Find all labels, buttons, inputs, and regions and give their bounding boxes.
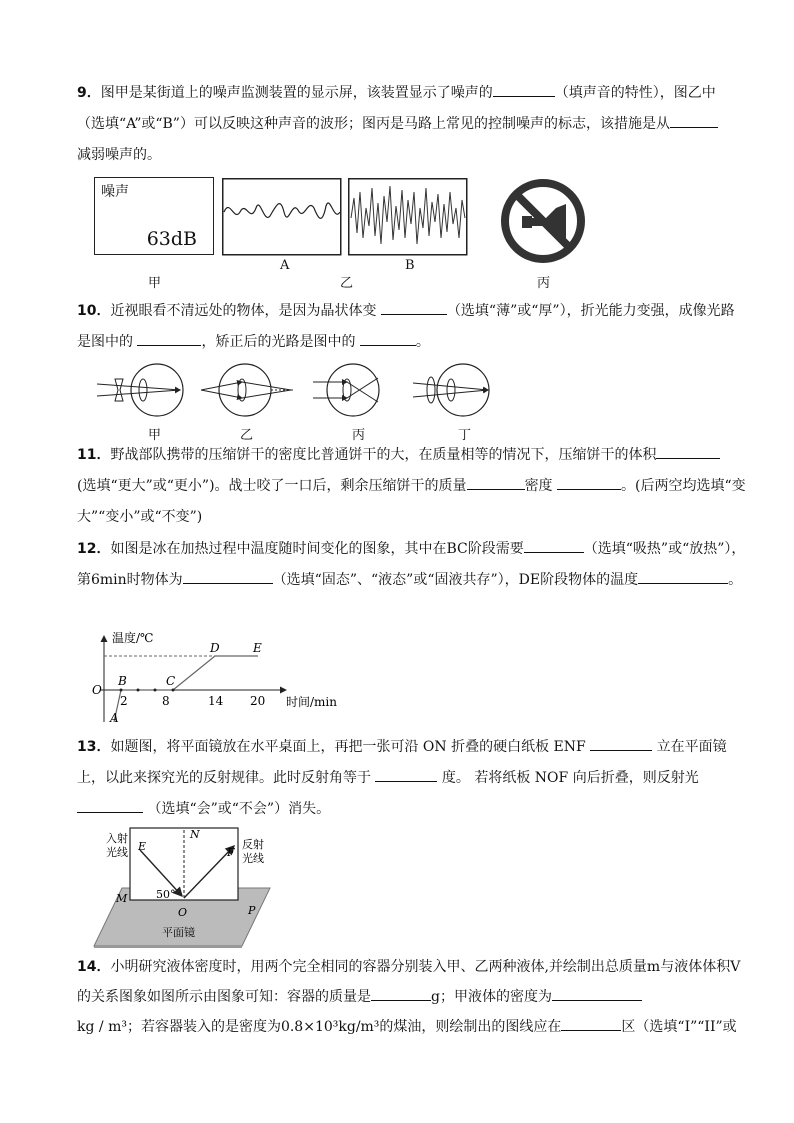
eye-diagram-yi — [201, 364, 295, 416]
question-number: 13． — [77, 739, 111, 755]
letter-n: N — [190, 828, 200, 841]
question-text: 。 — [728, 572, 743, 588]
question-9 — [77, 78, 747, 171]
question-text: 野战部队携带的压缩饼干的密度比普通饼干的大，在质量相等的情况下，压缩饼干的体积 — [110, 447, 657, 463]
question-text: （选填“吸热”或“放热”），第6min时物体为 — [77, 541, 746, 588]
letter-m: M — [116, 892, 128, 905]
question-text: 图甲是某街道上的噪声监测装置的显示屏，该装置显示了噪声的 — [100, 85, 493, 101]
figure-label-a: A — [280, 258, 290, 273]
figure-label-bing: 丙 — [537, 276, 551, 291]
answer-blank[interactable] — [561, 1016, 621, 1031]
letter-o: O — [178, 906, 188, 919]
incident-label-1: 入射 — [106, 832, 128, 845]
answer-blank[interactable] — [524, 538, 584, 553]
question-text: 。 — [415, 334, 430, 350]
point-label: B — [118, 674, 127, 688]
question-14 — [77, 952, 747, 1042]
y-axis-label: 温度/℃ — [112, 631, 154, 645]
x-axis-label: 时间/min — [286, 695, 337, 709]
angle-label: 50° — [156, 888, 176, 901]
answer-blank[interactable] — [557, 475, 621, 490]
answer-blank[interactable] — [638, 569, 728, 584]
tick-label: 14 — [208, 694, 224, 708]
answer-blank[interactable] — [183, 569, 273, 584]
point-label: E — [253, 641, 262, 655]
question-11 — [77, 440, 747, 533]
letter-p: P — [248, 904, 256, 917]
question-text: （选填“会”或“不会”）消失。 — [147, 801, 331, 817]
figure-label-yi: 乙 — [340, 276, 354, 291]
no-honking-sign-icon — [500, 178, 588, 266]
eye-label-jia: 甲 — [148, 428, 162, 443]
eye-label-yi: 乙 — [240, 428, 254, 443]
answer-blank[interactable] — [77, 798, 143, 813]
point-label: C — [166, 674, 176, 688]
answer-blank[interactable] — [493, 82, 555, 97]
answer-blank[interactable] — [381, 300, 447, 315]
white-cardboard — [130, 828, 238, 900]
question-text: （填声音的特性），图乙中 — [554, 85, 716, 101]
question-text: 近视眼看不清远处的物体，是因为晶状体变 — [110, 303, 377, 319]
question-number: 11． — [77, 447, 111, 463]
answer-blank[interactable] — [137, 331, 201, 346]
question-number: 14． — [77, 959, 111, 975]
letter-e: E — [138, 840, 147, 853]
question-text: kg / m³；若容器装入的是密度为0.8×10³kg/m³的煤油，则绘制出的图线应在 — [77, 1019, 562, 1035]
question-text: 。(后两空均选填“变大”“变小”或“不变”) — [77, 478, 746, 525]
question-text: g；甲液体的密度为 — [431, 989, 552, 1005]
answer-blank[interactable] — [670, 113, 718, 128]
reflected-label-1: 反射 — [242, 838, 264, 851]
answer-blank[interactable] — [375, 767, 437, 782]
question-text: 区（选填“I”“II”或 — [621, 1019, 737, 1035]
question-text: 如题图，将平面镜放在水平桌面上，再把一张可沿 ON 折叠的硬白纸板 ENF — [110, 739, 586, 755]
question-text: （选填“固态”、“液态”或“固液共存”），DE阶段物体的温度 — [272, 572, 639, 588]
answer-blank[interactable] — [590, 736, 652, 751]
eye-diagram-ding — [413, 364, 489, 416]
mirror-label: 平面镜 — [162, 926, 195, 939]
eye-diagrams — [95, 358, 495, 428]
answer-blank[interactable] — [467, 475, 525, 490]
noise-monitor-screen — [94, 177, 214, 255]
question-number: 9． — [77, 85, 101, 101]
letter-f: F — [227, 846, 235, 859]
question-text: (选填“更大”或“更小”)。战士咬了一口后，剩余压缩饼干的质量 — [77, 478, 467, 494]
question-number: 12． — [77, 541, 111, 557]
reflection-experiment-figure — [92, 826, 282, 948]
tick-label: 8 — [162, 694, 170, 708]
question-text: （选填“薄”或“厚”），折光能力变强，成像光路是图中的 — [77, 303, 735, 350]
answer-blank[interactable] — [360, 331, 416, 346]
temperature-time-graph — [90, 630, 350, 726]
tick-label: 2 — [120, 694, 128, 708]
question-text: （选填“A”或“B”）可以反映这种声音的波形；图丙是马路上常见的控制噪声的标志，该措施是从 — [77, 116, 670, 132]
screen-value: 63dB — [146, 228, 197, 250]
question-text: 小明研究液体密度时，用两个完全相同的容器分别装入甲、乙两种液体,并绘制出总质量m与液体体积V的关系图象如图所示由图象可知：容器的质量是 — [77, 959, 741, 1005]
eye-diagram-jia — [97, 364, 183, 416]
temperature-curve — [114, 656, 258, 722]
eye-diagram-bing — [313, 364, 379, 416]
question-text: 度。 若将纸板 NOF 向后折叠，则反射光 — [441, 770, 699, 786]
question-text: 如图是冰在加热过程中温度随时间变化的图象，其中在BC阶段需要 — [110, 541, 524, 557]
origin-label: O — [92, 683, 102, 697]
question-text: 密度 — [524, 478, 553, 494]
figure-label-jia: 甲 — [148, 276, 162, 291]
screen-title: 噪声 — [101, 184, 129, 200]
question-12 — [77, 534, 747, 596]
answer-blank[interactable] — [656, 444, 720, 459]
question-text: ，矫正后的光路是图中的 — [201, 334, 356, 350]
question-text: 减弱噪声的。 — [77, 147, 161, 163]
question-number: 10． — [77, 303, 111, 319]
figure-label-b: B — [405, 258, 415, 273]
eye-label-ding: 丁 — [458, 428, 472, 443]
point-label: A — [110, 711, 119, 725]
question-13 — [77, 732, 747, 825]
tick-label: 20 — [250, 694, 266, 708]
question-text: 立在平面镜上，以此来探究光的反射规律。此时反射角等于 — [77, 739, 727, 786]
waveform-a — [222, 178, 342, 256]
answer-blank[interactable] — [552, 986, 642, 1001]
waveform-b — [348, 178, 468, 256]
reflected-label-2: 光线 — [242, 852, 264, 865]
incident-label-2: 光线 — [106, 846, 128, 859]
answer-blank[interactable] — [371, 986, 431, 1001]
question-10 — [77, 296, 747, 358]
point-label: D — [210, 641, 220, 655]
eye-label-bing: 丙 — [352, 428, 366, 443]
